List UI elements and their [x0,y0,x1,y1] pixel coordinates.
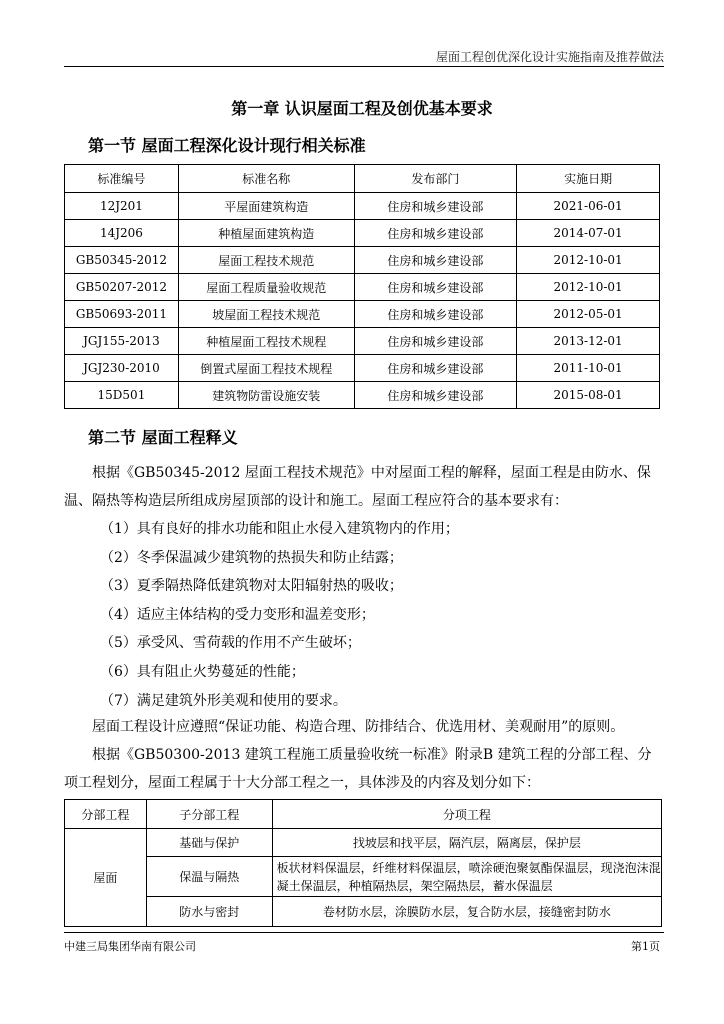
table-cell: 2012-10-01 [517,247,660,274]
footer-page-number: 第1页 [631,940,660,953]
table-cell: 建筑物防雷设施安装 [178,382,354,409]
table-cell: 14J206 [65,220,179,247]
chapter-title: 第一章 认识屋面工程及创优基本要求 [231,99,493,118]
sub-division-cell: 防水与密封 [146,897,272,927]
list-item: （4）适应主体结构的受力变形和温差变形； [100,606,375,623]
footer-divider [64,932,664,933]
list-item: （7）满足建筑外形美观和使用的要求。 [100,692,347,709]
table-cell: 住房和城乡建设部 [354,328,517,355]
table-cell: 倒置式屋面工程技术规程 [178,355,354,382]
requirements-list [100,515,459,715]
section2-title: 第二节 屋面工程释义 [88,428,238,447]
table-row [65,355,660,382]
table-cell: 2011-10-01 [517,355,660,382]
table-cell: 2013-12-01 [517,328,660,355]
table-cell: 屋面工程技术规范 [178,247,354,274]
table-row [65,382,660,409]
column-header: 发布部门 [354,165,517,193]
table-cell: 12J201 [65,193,179,220]
table-cell: 2012-10-01 [517,274,660,301]
list-item: （1）具有良好的排水功能和阻止水侵入建筑物内的作用； [100,521,459,537]
table-cell: 住房和城乡建设部 [354,220,517,247]
column-header: 子分部工程 [146,800,272,829]
list-item: （6）具有阻止火势蔓延的性能； [100,663,305,680]
table-row [65,274,660,301]
table-cell: JGJ230-2010 [65,355,179,382]
table-cell: 住房和城乡建设部 [354,355,517,382]
table-cell: 住房和城乡建设部 [354,193,517,220]
table-row [65,829,662,857]
table-cell: 住房和城乡建设部 [354,382,517,409]
intro-paragraph: 根据《GB50345-2012 屋面工程技术规范》中对屋面工程的解释，屋面工程是由防水、保温、隔热等构造层所组成房屋顶部的设计和施工。屋面工程应符合的基本要求有： [64,465,651,509]
standards-table [64,164,660,409]
table-cell: 坡屋面工程技术规范 [178,301,354,328]
header-divider [64,66,664,67]
table-row [65,247,660,274]
footer-company: 中建三局集团华南有限公司 [64,940,196,953]
items-cell: 板状材料保温层，纤维材料保温层，喷涂硬泡聚氨酯保温层，现浇泡沫混凝土保温层，种植隔热层，架空隔热层，蓄水保温层 [272,857,661,897]
table-row [65,220,660,247]
table-cell: JGJ155-2013 [65,328,179,355]
division-table [64,799,662,927]
column-header: 标准名称 [178,165,354,193]
table-cell: 住房和城乡建设部 [354,301,517,328]
table-cell: GB50207-2012 [65,274,179,301]
table-cell: 2014-07-01 [517,220,660,247]
table-header-row [65,800,662,829]
table-header-row [65,165,660,193]
table-cell: 2012-05-01 [517,301,660,328]
list-item: （2）冬季保温减少建筑物的热损失和防止结露； [100,549,403,566]
table-cell: 住房和城乡建设部 [354,274,517,301]
table-row [65,193,660,220]
table-cell: 种植屋面建筑构造 [178,220,354,247]
table-row [65,857,662,897]
table-cell: 屋面工程质量验收规范 [178,274,354,301]
section1-title: 第一节 屋面工程深化设计现行相关标准 [88,136,366,155]
column-header: 实施日期 [517,165,660,193]
column-header: 分部工程 [65,800,147,829]
column-header: 分项工程 [272,800,661,829]
table-cell: 2021-06-01 [517,193,660,220]
table-row [65,897,662,927]
table-row [65,328,660,355]
column-header: 标准编号 [65,165,179,193]
principle-paragraph: 屋面工程设计应遵照“保证功能、构造合理、防排结合、优选用材、美观耐用”的原则。 [92,719,625,735]
table-row [65,301,660,328]
division-cell: 屋面 [65,829,147,927]
table-cell: GB50345-2012 [65,247,179,274]
table-cell: GB50693-2011 [65,301,179,328]
table-cell: 2015-08-01 [517,382,660,409]
sub-division-cell: 基础与保护 [146,829,272,857]
sub-division-cell: 保温与隔热 [146,857,272,897]
table-cell: 15D501 [65,382,179,409]
items-cell: 卷材防水层，涂膜防水层，复合防水层，接缝密封防水 [272,897,661,927]
list-item: （3）夏季隔热降低建筑物对太阳辐射热的吸收； [100,578,403,595]
table-cell: 平屋面建筑构造 [178,193,354,220]
header-title: 屋面工程创优深化设计实施指南及推荐做法 [435,50,664,64]
division-intro-paragraph: 根据《GB50300-2013 建筑工程施工质量验收统一标准》附录B 建筑工程的分部工程、分项工程划分，屋面工程属于十大分部工程之一，具体涉及的内容及划分如下： [64,747,652,791]
table-cell: 住房和城乡建设部 [354,247,517,274]
items-cell: 找坡层和找平层，隔汽层，隔离层，保护层 [272,829,661,857]
table-cell: 种植屋面工程技术规程 [178,328,354,355]
list-item: （5）承受风、雪荷载的作用不产生破坏； [100,635,361,652]
